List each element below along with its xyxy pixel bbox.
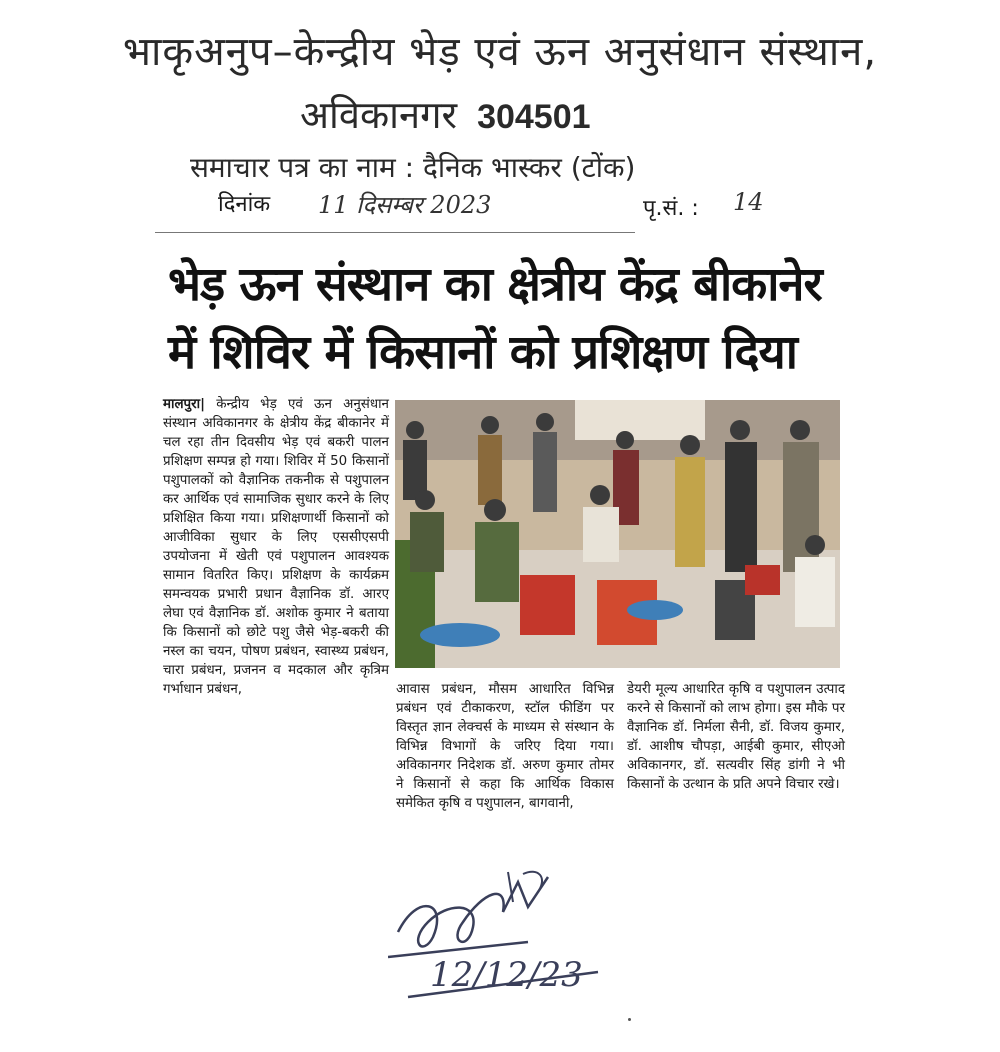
page-value: 14 <box>733 188 764 216</box>
article-column-2: आवास प्रबंधन, मौसम आधारित विभिन्न प्रबंधन एवं टीकाकरण, स्टॉल फीडिंग पर विस्तृत ज्ञान लेक्चर्स के माध्यम से संस्थान के विभिन्न विभागों के जरिए दिया गया। अविकानगर निदेशक डॉ. अरुण कुमार तोमर ने किसानों से कहा कि आर्थिक विकास समेकित कृषि व पशुपालन, बागवानी, <box>396 682 614 811</box>
headline-line-2: में शिविर में किसानों को प्रशिक्षण दिया <box>168 325 797 380</box>
article-column-1 <box>163 395 389 699</box>
newspaper-name: समाचार पत्र का नाम : दैनिक भास्कर (टोंक) <box>190 151 636 184</box>
signature-date: 12/12/23 <box>430 955 583 995</box>
institute-name-line: भाकृअनुप–केन्द्रीय भेड़ एवं ऊन अनुसंधान संस्थान, <box>122 29 878 75</box>
date-value: 11 दिसम्बर 2023 <box>318 191 492 219</box>
group-photo-illustration <box>395 400 840 668</box>
page-label: पृ.सं. : <box>643 196 699 221</box>
headline-line-1: भेड़ ऊन संस्थान का क्षेत्रीय केंद्र बीकानेर <box>168 257 822 312</box>
pincode: 304501 <box>477 98 591 136</box>
institute-location-line <box>300 88 591 140</box>
column-1-text: केन्द्रीय भेड़ एवं ऊन अनुसंधान संस्थान अविकानगर के क्षेत्रीय केंद्र बीकानेर में चल रहा तीन दिवसीय भेड़ एवं बकरी पालन प्रशिक्षण सम्पन्न हो गया। शिविर में 50 किसानों पशुपालकों को वैज्ञानिक तकनीक से पशुपालन कर आर्थिक एवं सामाजिक सुधार करने के लिए प्रशिक्षित किया गया। प्रशिक्षणार्थी किसानों को आजीविका सुधार के लिए एससीएसपी उपयोजना में खेती एवं पशुपालन आवश्यक सामान वितरित किए। प्रशिक्षण के कार्यक्रम समन्वयक प्रभारी प्रधान वैज्ञानिक डॉ. आरए लेघा एवं वैज्ञानिक डॉ. अशोक कुमार ने बताया कि किसानों को छोटे पशु जैसे भेड़-बकरी की नस्ल का चयन, पोषण प्रबंधन, स्वास्थ्य प्रबंधन, चारा प्रबंधन, प्रजनन व मदकाल और कृत्रिम गर्भाधान प्रबंधन, <box>163 397 389 697</box>
dateline: मालपुरा| <box>163 397 205 412</box>
location-name: अविकानगर <box>300 93 458 137</box>
header-divider <box>155 232 635 233</box>
date-label: दिनांक <box>218 192 271 217</box>
news-photo <box>395 400 840 668</box>
article-column-3: डेयरी मूल्य आधारित कृषि व पशुपालन उत्पाद करने से किसानों को लाभ होगा। इस मौके पर वैज्ञानिक डॉ. निर्मला सैनी, डॉ. विजय कुमार, डॉ. आशीष चौपड़ा, आईबी कुमार, सीएओ अविकानगर, डॉ. सत्यवीर सिंह डांगी ने भी किसानों के उत्थान के प्रति अपने विचार रखे। <box>627 682 845 792</box>
ink-dot <box>628 1018 631 1021</box>
